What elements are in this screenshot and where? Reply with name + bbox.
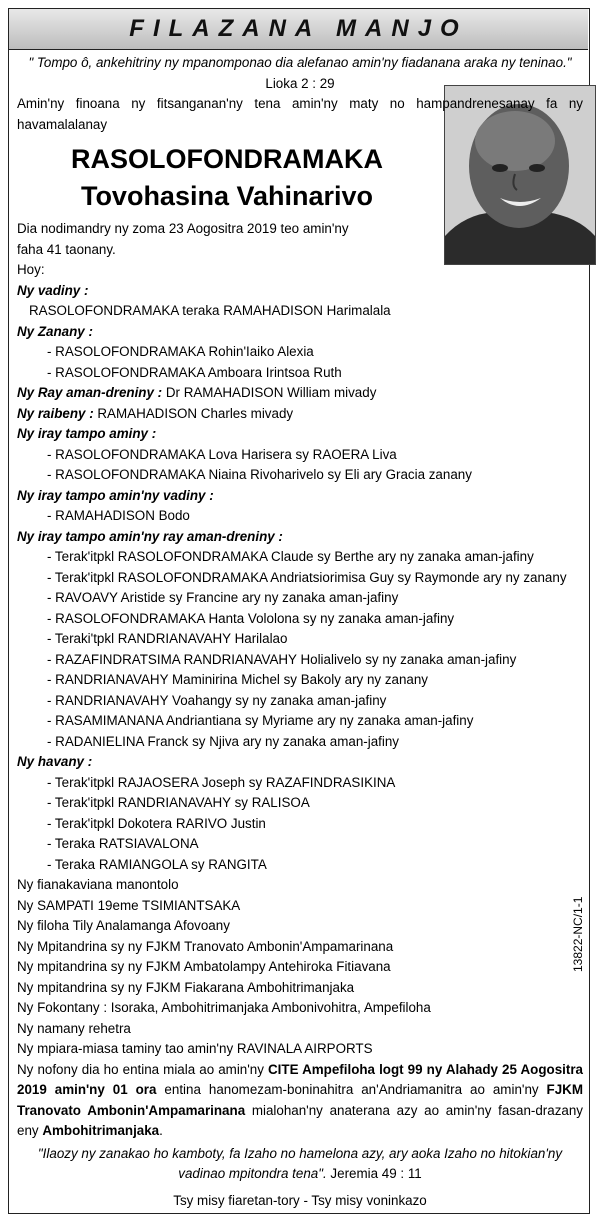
section-ray-title: Ny Ray aman-dreniny : (17, 385, 163, 400)
funeral-paragraph (17, 1060, 583, 1142)
closing-verse (17, 1144, 583, 1185)
section-raibeny (17, 404, 583, 425)
section-havany-title: Ny havany : (17, 754, 93, 769)
funeral-text: entina hanomezam-boninahitra an'Andriamanitra ao amin'ny (156, 1082, 547, 1097)
section-ray (17, 383, 583, 404)
section-havany-item: - Terak'itpkl RAJAOSERA Joseph sy RAZAFINDRASIKINA (47, 774, 396, 790)
others-line: Ny fianakaviana manontolo (17, 877, 179, 892)
opening-verse: " Tompo ô, ankehitriny ny mpanomponao dia alefanao amin'ny fiadanana araka ny teninao." (28, 55, 572, 70)
section-tampo-ray-item: - RASAMIMANANA Andriantiana sy Myriame ary ny zanaka aman-jafiny (47, 713, 474, 728)
others-line: Ny SAMPATI 19eme TSIMIANTSAKA (17, 897, 241, 913)
side-code-text: 13822-NC/1-1 (571, 896, 585, 972)
deceased-given-name: Tovohasina Vahinarivo (80, 181, 374, 211)
section-tampo-title: Ny iray tampo aminy : (17, 426, 157, 441)
section-tampo-item: - RASOLOFONDRAMAKA Lova Harisera sy RAOERA Liva (47, 446, 397, 462)
section-havany-item: - Terak'itpkl Dokotera RARIVO Justin (47, 815, 266, 831)
closing-verse-ref: Jeremia 49 : 11 (326, 1166, 422, 1181)
notice-frame (8, 8, 590, 1214)
footer-note: Tsy misy fiaretan-tory - Tsy misy voninkazo (173, 1192, 427, 1208)
others-line: Ny mpitandrina sy ny FJKM Fiakarana Ambohitrimanjaka (17, 979, 355, 995)
opening-verse-ref: Lioka 2 : 29 (265, 75, 335, 91)
side-code (569, 854, 589, 974)
others-line: Ny filoha Tily Analamanga Afovoany (17, 918, 230, 933)
section-tampo-ray-item: - RANDRIANAVAHY Maminirina Michel sy Bakoly ary ny zanany (47, 672, 429, 687)
death-line-3: Hoy: (17, 262, 45, 277)
section-havany-item: - Teraka RAMIANGOLA sy RANGITA (47, 856, 267, 872)
death-line-2: faha 41 taonany. (17, 241, 116, 257)
section-zanany-item: - RASOLOFONDRAMAKA Amboara Irintsoa Ruth (47, 364, 342, 380)
header-title: FILAZANA MANJO (129, 15, 468, 42)
section-raibeny-value: RAMAHADISON Charles mivady (97, 405, 294, 421)
section-tampo-ray-item: - Terak'itpkl RASOLOFONDRAMAKA Andriatsiorimisa Guy sy Raymonde ary ny zanany (47, 569, 567, 585)
section-havany-item: - Teraka RATSIAVALONA (47, 836, 199, 851)
funeral-burial-place: Ambohitrimanjaka (42, 1123, 160, 1138)
section-vadiny-title: Ny vadiny : (17, 282, 89, 298)
section-tampo-vadiny-item: - RAMAHADISON Bodo (47, 508, 190, 523)
section-tampo-ray-item: - RADANIELINA Franck sy Njiva ary ny zanaka aman-jafiny (47, 733, 399, 749)
section-raibeny-title: Ny raibeny : (17, 405, 94, 421)
section-tampo-vadiny-title: Ny iray tampo amin'ny vadiny : (17, 487, 214, 503)
notice-header (9, 9, 588, 50)
section-tampo-ray-item: - RASOLOFONDRAMAKA Hanta Vololona sy ny zanaka aman-jafiny (47, 610, 455, 626)
section-tampo-ray-item: - Teraki'tpkl RANDRIANAVAHY Harilalao (47, 631, 288, 646)
section-zanany-item: - RASOLOFONDRAMAKA Rohin'Iaiko Alexia (47, 344, 314, 359)
others-line: Ny mpitandrina sy ny FJKM Ambatolampy Antehiroka Fitiavana (17, 959, 391, 974)
section-tampo-ray-item: - RANDRIANAVAHY Voahangy sy ny zanaka aman-jafiny (47, 692, 387, 708)
funeral-text: . (159, 1123, 163, 1138)
section-tampo-item: - RASOLOFONDRAMAKA Niaina Rivoharivelo sy Eli ary Gracia zanany (47, 467, 472, 482)
section-tampo-ray-item: - RAVOAVY Aristide sy Francine ary ny zanaka aman-jafiny (47, 590, 399, 605)
deceased-surname: RASOLOFONDRAMAKA (71, 144, 383, 174)
section-ray-value: Dr RAMAHADISON William mivady (165, 385, 377, 400)
funeral-text: Ny nofony dia ho entina miala ao amin'ny (17, 1061, 269, 1077)
funeral-location-time: CITE Ampefiloha logt 99 ny Alahady 25 Aogositra 2019 amin'ny 01 ora (17, 1061, 583, 1097)
funeral-church: FJKM Tranovato Ambonin'Ampamarinana (17, 1082, 583, 1118)
section-tampo-ray-item: - RAZAFINDRATSIMA RANDRIANAVAHY Holialivelo sy ny zanaka aman-jafiny (47, 651, 517, 667)
section-zanany-title: Ny Zanany : (17, 323, 93, 339)
section-vadiny-item: RASOLOFONDRAMAKA teraka RAMAHADISON Harimalala (29, 303, 391, 318)
funeral-text: mialohan'ny anaterana azy ao amin'ny fasan-drazany eny (17, 1102, 584, 1138)
others-line: Ny mpiara-miasa taminy tao amin'ny RAVINALA AIRPORTS (17, 1041, 373, 1056)
death-line-1: Dia nodimandry ny zoma 23 Aogositra 2019 teo amin'ny (17, 221, 349, 236)
closing-verse-text: "Ilaozy ny zanakao ho kamboty, fa Izaho no hamelona azy, ary aoka Izaho no hitokian'ny vadinao mpitondra tena". (37, 1145, 563, 1181)
notice-body (17, 53, 583, 1211)
others-line: Ny Mpitandrina sy ny FJKM Tranovato Ambonin'Ampamarinana (17, 938, 394, 954)
section-tampo-ray-title: Ny iray tampo amin'ny ray aman-dreniny : (17, 528, 283, 544)
section-tampo-ray-item: - Terak'itpkl RASOLOFONDRAMAKA Claude sy Berthe ary ny zanaka aman-jafiny (47, 549, 534, 564)
others-line: Ny namany rehetra (17, 1020, 131, 1036)
others-line: Ny Fokontany : Isoraka, Ambohitrimanjaka Ambonivohitra, Ampefiloha (17, 1000, 431, 1015)
section-havany-item: - Terak'itpkl RANDRIANAVAHY sy RALISOA (47, 795, 310, 810)
intro-text: Amin'ny finoana ny fitsanganan'ny tena amin'ny maty no hampandrenesanay fa ny havamalalanay (17, 96, 583, 132)
